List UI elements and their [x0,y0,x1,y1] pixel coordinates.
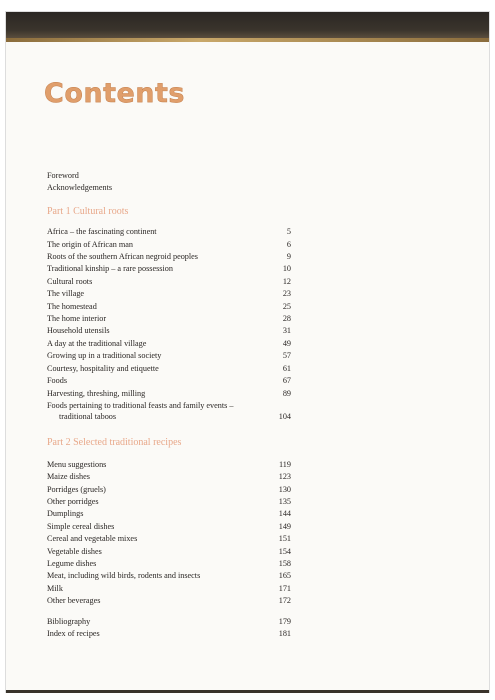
toc-entry-title-text: Porridges (gruels) [47,484,106,494]
toc-entry-page: 67 [282,376,291,386]
toc-entry-page: 61 [282,363,291,373]
spacer [47,608,291,616]
toc-entry[interactable] [47,595,291,607]
front-matter-item[interactable]: Acknowledgements [47,183,113,193]
toc-entry[interactable] [47,459,291,471]
toc-entry-title [47,508,269,520]
toc-entry-title [47,595,269,607]
toc-entry-title-text: Other beverages [47,596,101,606]
toc-entry[interactable] [47,558,291,570]
toc-entry-title-text: Meat, including wild birds, rodents and insects [47,571,201,581]
toc-entry-title-text: Foods pertaining to traditional feasts and family events – [47,400,234,410]
front-matter [47,170,291,195]
back-matter-list [47,616,291,641]
toc-entry-title [47,388,269,400]
toc-entry[interactable] [47,263,291,275]
part1-heading: Part 1 Cultural roots [47,205,129,217]
toc-entry-title-text: Foods [47,376,68,386]
toc-entry[interactable] [47,616,291,628]
toc-entry-title-text: Roots of the southern African negroid peoples [47,252,198,262]
part2-list [47,459,291,608]
toc-entry-title [47,288,269,300]
toc-entry-page: 57 [282,351,291,361]
toc-entry-title-text: The home interior [47,314,107,324]
toc-entry-title-text: A day at the traditional village [47,338,147,348]
toc-entry-title-text: Traditional kinship – a rare possession [47,264,173,274]
toc-entry-page: 130 [278,484,291,494]
toc-entry[interactable] [47,325,291,337]
toc-entry-page: 6 [286,239,291,249]
toc-entry-page: 179 [278,616,291,626]
toc-entry-title-text: Courtesy, hospitality and etiquette [47,363,159,373]
toc-entry[interactable] [47,288,291,300]
toc-entry-title-text: The homestead [47,301,97,311]
toc-entry[interactable] [47,226,291,238]
toc-entry[interactable] [47,363,291,375]
toc-entry-page: 49 [282,338,291,348]
toc-entry-title-text: Cereal and vegetable mixes [47,534,138,544]
toc-entry-title [47,350,269,362]
toc-entry[interactable] [47,484,291,496]
toc-entry-title [47,583,269,595]
toc-entry-page: 181 [278,629,291,638]
toc [47,170,291,640]
toc-entry-title [47,239,269,251]
toc-entry-title-text: Vegetable dishes [47,546,102,556]
toc-entry[interactable] [47,251,291,263]
toc-entry-page: 171 [278,583,291,593]
toc-entry-title-text: Menu suggestions [47,459,107,469]
toc-entry-title-text: Household utensils [47,326,110,336]
toc-entry-page: 123 [278,472,291,482]
toc-entry-title [47,325,269,337]
toc-entry-page: 104 [278,411,291,421]
toc-entry-title [47,251,269,263]
toc-entry[interactable] [47,239,291,251]
toc-entry[interactable] [47,508,291,520]
bottom-band [6,690,489,693]
toc-entry-page: 28 [282,314,291,324]
toc-entry-page: 172 [278,596,291,606]
toc-entry[interactable] [47,583,291,595]
toc-entry-title [47,521,269,533]
toc-entry-page: 5 [286,227,291,237]
toc-entry[interactable] [47,521,291,533]
toc-entry-title [47,459,269,471]
toc-entry-title [47,313,269,325]
toc-entry-title-text: Simple cereal dishes [47,521,115,531]
toc-entry-title-text: Growing up in a traditional society [47,351,162,361]
toc-entry[interactable] [47,313,291,325]
page-title: Contents [44,78,186,109]
part2-heading: Part 2 Selected traditional recipes [47,437,182,449]
toc-entry-page: 144 [278,509,291,519]
toc-entry-title [47,616,269,628]
toc-entry-title-text: Dumplings [47,509,84,519]
toc-entry-page: 10 [282,264,291,274]
toc-entry[interactable] [47,276,291,288]
toc-entry-page: 23 [282,289,291,299]
toc-entry[interactable] [47,301,291,313]
toc-entry-title [47,484,269,496]
toc-entry-title [47,471,269,483]
toc-entry-title [47,338,269,350]
toc-entry-page: 119 [279,459,291,469]
toc-entry-page: 9 [286,252,291,262]
toc-entry-page: 31 [282,326,291,336]
toc-entry[interactable] [47,546,291,558]
toc-entry-title [47,226,269,238]
toc-entry-title [47,496,269,508]
toc-entry-title-text: Legume dishes [47,558,97,568]
toc-entry[interactable] [47,388,291,400]
toc-entry[interactable] [47,533,291,545]
toc-entry-page: 89 [282,388,291,398]
toc-entry-title-text: Milk [47,583,63,593]
part1-list [47,226,291,423]
toc-entry-title-text: Cultural roots [47,276,93,286]
toc-entry-title-continuation: traditional taboos [59,411,117,421]
toc-entry[interactable] [47,375,291,387]
toc-entry-title [47,400,269,422]
toc-entry-title-text: The village [47,289,85,299]
toc-entry-title-text: Harvesting, threshing, milling [47,388,146,398]
toc-entry-page: 12 [282,276,291,286]
toc-entry-title [47,546,269,558]
toc-entry-title-text: Index of recipes [47,629,100,638]
toc-entry[interactable] [47,496,291,508]
toc-entry-title-text: The origin of African man [47,239,133,249]
toc-entry-title [47,558,269,570]
toc-entry-title [47,363,269,375]
toc-entry-title [47,263,269,275]
toc-entry-title [47,375,269,387]
toc-entry[interactable] [47,628,291,640]
toc-entry-title-text: Bibliography [47,616,91,626]
toc-entry-page: 149 [278,521,291,531]
toc-entry[interactable] [47,570,291,582]
toc-entry-title [47,628,269,640]
toc-entry-title [47,533,269,545]
toc-entry[interactable] [47,471,291,483]
toc-entry[interactable] [47,338,291,350]
front-matter-item[interactable]: Foreword [47,171,79,180]
toc-entry-page: 158 [278,558,291,568]
top-band [6,12,489,42]
toc-entry-title-text: Other porridges [47,496,99,506]
toc-entry-title [47,276,269,288]
toc-entry-title [47,301,269,313]
toc-entry-title [47,570,269,582]
toc-entry-page: 154 [278,546,291,556]
toc-entry-page: 151 [278,534,291,544]
toc-entry[interactable] [47,350,291,362]
toc-entry-title-text: Maize dishes [47,472,90,482]
toc-entry-title-text: Africa – the fascinating continent [47,227,157,237]
toc-entry[interactable] [47,400,291,423]
toc-entry-page: 25 [282,301,291,311]
toc-entry-page: 165 [278,571,291,581]
toc-entry-page: 135 [278,496,291,506]
